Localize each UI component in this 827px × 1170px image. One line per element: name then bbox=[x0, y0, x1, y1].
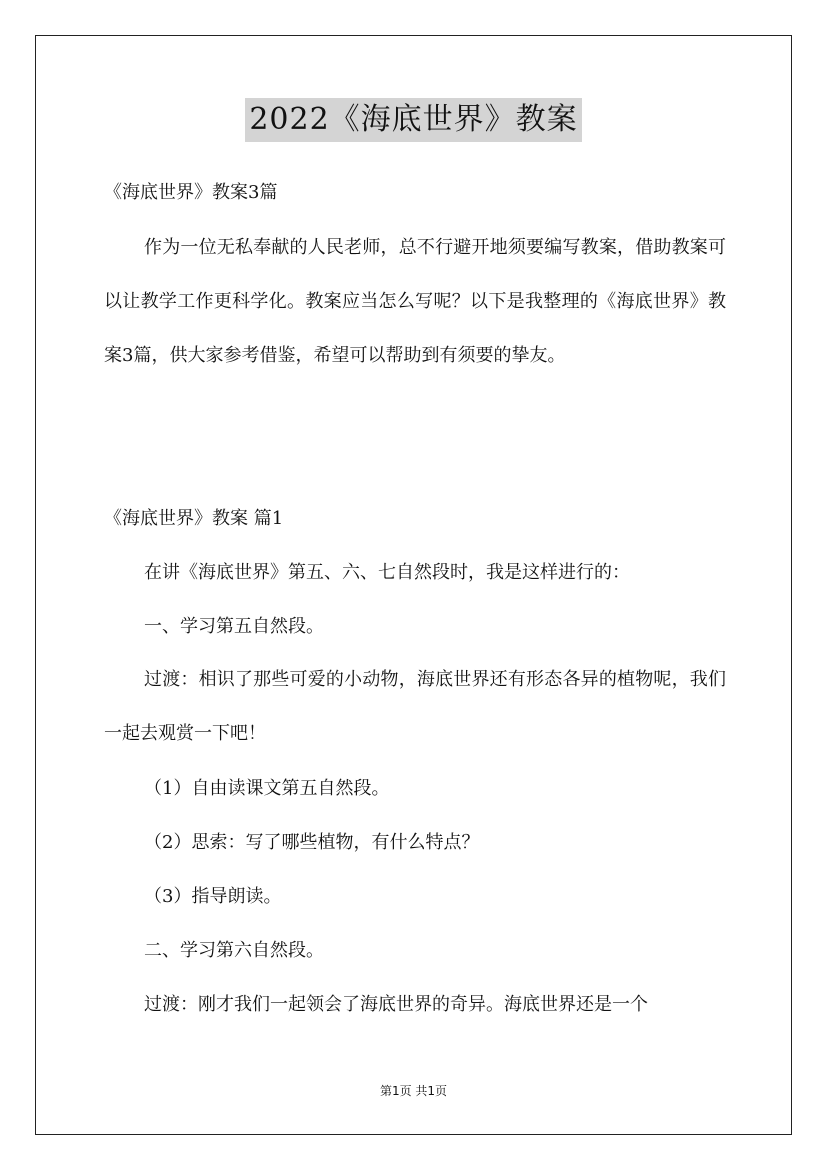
intro-paragraph: 作为一位无私奉献的人民老师，总不行避开地须要编写教案，借助教案可以让教学工作更科学化。教案应当怎么写呢？以下是我整理的《海底世界》教案3篇，供大家参考借鉴，希望可以帮助到有须要的挚友。 bbox=[104, 237, 726, 366]
step-2: （2）思索：写了哪些植物，有什么特点？ bbox=[144, 832, 480, 853]
document-title-wrap bbox=[0, 98, 827, 142]
document-title: 2022《海底世界》教案 bbox=[245, 98, 581, 142]
section-heading: 《海底世界》教案 篇1 bbox=[104, 508, 284, 529]
section-two-heading: 二、学习第六自然段。 bbox=[144, 940, 324, 961]
body-line-1: 在讲《海底世界》第五、六、七自然段时，我是这样进行的： bbox=[144, 562, 630, 583]
document-subtitle: 《海底世界》教案3篇 bbox=[104, 182, 278, 203]
body-line-2: 一、学习第五自然段。 bbox=[144, 616, 324, 637]
step-3: （3）指导朗读。 bbox=[144, 886, 282, 907]
step-1: （1）自由读课文第五自然段。 bbox=[144, 778, 390, 799]
page-footer: 第1页 共1页 bbox=[379, 1084, 448, 1098]
transition-paragraph-1: 过渡：相识了那些可爱的小动物，海底世界还有形态各异的植物呢，我们一起去观赏一下吧！ bbox=[104, 669, 726, 744]
transition-paragraph-2: 过渡：刚才我们一起领会了海底世界的奇异。海底世界还是一个 bbox=[144, 994, 648, 1015]
